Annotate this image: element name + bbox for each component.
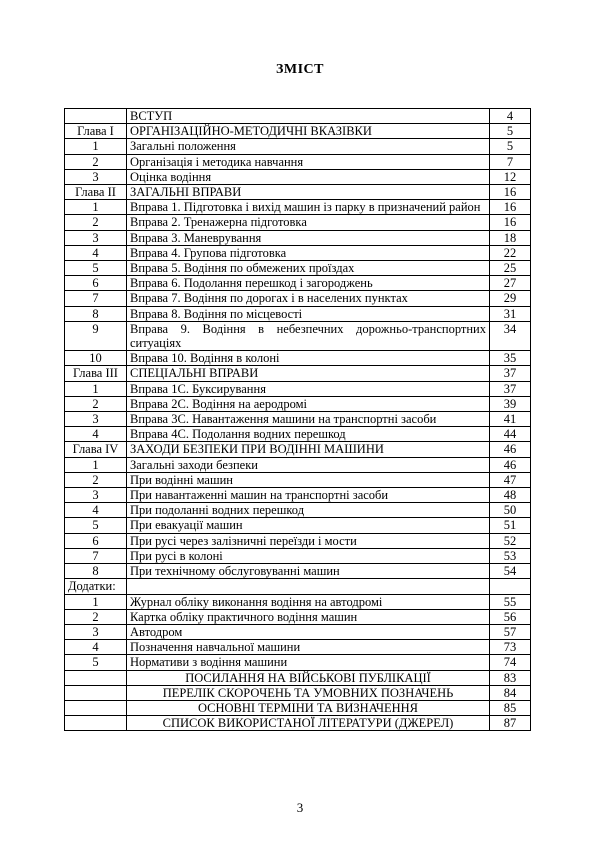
- toc-entry-title: Організація і методика навчання: [127, 154, 490, 169]
- toc-row: [65, 716, 531, 731]
- toc-entry-title: ОСНОВНІ ТЕРМІНИ ТА ВИЗНАЧЕННЯ: [127, 700, 490, 715]
- toc-page: 57: [490, 624, 531, 639]
- page-title: ЗМІСТ: [276, 62, 324, 77]
- toc-number: Додатки:: [65, 579, 127, 594]
- toc-page: 22: [490, 245, 531, 260]
- toc-page: 5: [490, 124, 531, 139]
- toc-number: 8: [65, 306, 127, 321]
- toc-entry-title: Вправа 8. Водіння по місцевості: [127, 306, 490, 321]
- toc-entry-title: Журнал обліку виконання водіння на автодромі: [127, 594, 490, 609]
- toc-page: [490, 579, 531, 594]
- toc-page: 52: [490, 533, 531, 548]
- toc-number: 6: [65, 533, 127, 548]
- toc-entry-title: Вправа 6. Подолання перешкод і загороджень: [127, 276, 490, 291]
- toc-row: [65, 533, 531, 548]
- toc-entry-title: Вправа 2. Тренажерна підготовка: [127, 215, 490, 230]
- toc-row: [65, 351, 531, 366]
- toc-page: 37: [490, 366, 531, 381]
- toc-number: [65, 716, 127, 731]
- toc-row: [65, 472, 531, 487]
- toc-number: 7: [65, 548, 127, 563]
- toc-row: [65, 609, 531, 624]
- toc-row: [65, 245, 531, 260]
- toc-row: [65, 366, 531, 381]
- toc-entry-title: Вправа 5. Водіння по обмежених проїздах: [127, 261, 490, 276]
- toc-page: 34: [490, 321, 531, 350]
- toc-row: [65, 700, 531, 715]
- toc-number: 5: [65, 261, 127, 276]
- toc-entry-title: Вправа 3. Маневрування: [127, 230, 490, 245]
- toc-entry-title: Картка обліку практичного водіння машин: [127, 609, 490, 624]
- toc-number: 1: [65, 594, 127, 609]
- toc-number: 4: [65, 245, 127, 260]
- toc-page: 84: [490, 685, 531, 700]
- toc-page: 7: [490, 154, 531, 169]
- toc-page: 12: [490, 169, 531, 184]
- toc-number: 2: [65, 215, 127, 230]
- toc-entry-title: ПЕРЕЛІК СКОРОЧЕНЬ ТА УМОВНИХ ПОЗНАЧЕНЬ: [127, 685, 490, 700]
- toc-page: 16: [490, 185, 531, 200]
- toc-entry-title: При русі в колоні: [127, 548, 490, 563]
- toc-entry-title: Вправа 4С. Подолання водних перешкод: [127, 427, 490, 442]
- toc-page: 25: [490, 261, 531, 276]
- toc-number: [65, 670, 127, 685]
- toc-row: [65, 291, 531, 306]
- toc-page: 16: [490, 215, 531, 230]
- toc-number: 6: [65, 276, 127, 291]
- toc-entry-title: СПИСОК ВИКОРИСТАНОЇ ЛІТЕРАТУРИ (ДЖЕРЕЛ): [127, 716, 490, 731]
- toc-page: 5: [490, 139, 531, 154]
- toc-row: [65, 261, 531, 276]
- toc-entry-title: Загальні заходи безпеки: [127, 457, 490, 472]
- toc-number: 3: [65, 624, 127, 639]
- toc-number: 3: [65, 412, 127, 427]
- toc-number: Глава III: [65, 366, 127, 381]
- toc-row: [65, 230, 531, 245]
- toc-number: 8: [65, 564, 127, 579]
- toc-row: [65, 685, 531, 700]
- toc-entry-title: При навантаженні машин на транспортні засоби: [127, 488, 490, 503]
- toc-number: 4: [65, 503, 127, 518]
- toc-entry-title: СПЕЦІАЛЬНІ ВПРАВИ: [127, 366, 490, 381]
- toc-number: 2: [65, 609, 127, 624]
- toc-page: 54: [490, 564, 531, 579]
- toc-number: 1: [65, 457, 127, 472]
- toc-number: 1: [65, 139, 127, 154]
- toc-number: Глава I: [65, 124, 127, 139]
- toc-row: [65, 518, 531, 533]
- toc-row: [65, 624, 531, 639]
- toc-entry-title: Автодром: [127, 624, 490, 639]
- toc-number: [65, 685, 127, 700]
- toc-entry-title: При русі через залізничні переїзди і мости: [127, 533, 490, 548]
- toc-number: 4: [65, 427, 127, 442]
- toc-number: 3: [65, 169, 127, 184]
- toc-entry-title: При технічному обслуговуванні машин: [127, 564, 490, 579]
- toc-row: [65, 124, 531, 139]
- toc-page: 41: [490, 412, 531, 427]
- toc-entry-title: Нормативи з водіння машини: [127, 655, 490, 670]
- toc-entry-title: Вправа 2С. Водіння на аеродромі: [127, 396, 490, 411]
- toc-page: 35: [490, 351, 531, 366]
- toc-number: 4: [65, 640, 127, 655]
- toc-row: [65, 306, 531, 321]
- toc-row: [65, 200, 531, 215]
- toc-page: 44: [490, 427, 531, 442]
- toc-page: 53: [490, 548, 531, 563]
- toc-number: 1: [65, 381, 127, 396]
- toc-row: [65, 139, 531, 154]
- toc-row: [65, 670, 531, 685]
- toc-number: 5: [65, 655, 127, 670]
- toc-entry-title: Вправа 1. Підготовка і вихід машин із парку в призначений район: [127, 200, 490, 215]
- toc-number: 2: [65, 396, 127, 411]
- toc-entry-title: ЗАГАЛЬНІ ВПРАВИ: [127, 185, 490, 200]
- toc-entry-title: При евакуації машин: [127, 518, 490, 533]
- toc-number: 9: [65, 321, 127, 350]
- toc-page: 46: [490, 457, 531, 472]
- toc-page: 4: [490, 109, 531, 124]
- toc-entry-title: Вправа 4. Групова підготовка: [127, 245, 490, 260]
- toc-row: [65, 412, 531, 427]
- toc-entry-title: Загальні положення: [127, 139, 490, 154]
- toc-row: [65, 427, 531, 442]
- toc-row: [65, 169, 531, 184]
- toc-row: [65, 655, 531, 670]
- toc-page: 48: [490, 488, 531, 503]
- toc-row: [65, 579, 531, 594]
- toc-entry-title: ЗАХОДИ БЕЗПЕКИ ПРИ ВОДІННІ МАШИНИ: [127, 442, 490, 457]
- toc-page: 16: [490, 200, 531, 215]
- toc-number: 7: [65, 291, 127, 306]
- toc-page: 73: [490, 640, 531, 655]
- toc-row: [65, 548, 531, 563]
- toc-entry-title: ОРГАНІЗАЦІЙНО-МЕТОДИЧНІ ВКАЗІВКИ: [127, 124, 490, 139]
- toc-row: [65, 109, 531, 124]
- toc-row: [65, 442, 531, 457]
- toc-page: 29: [490, 291, 531, 306]
- toc-row: [65, 457, 531, 472]
- toc-page: 85: [490, 700, 531, 715]
- toc-page: 18: [490, 230, 531, 245]
- toc-page: 55: [490, 594, 531, 609]
- toc-entry-title: Позначення навчальної машини: [127, 640, 490, 655]
- toc-entry-title: При водінні машин: [127, 472, 490, 487]
- toc-page: 51: [490, 518, 531, 533]
- toc-page: 39: [490, 396, 531, 411]
- toc-entry-title: Вправа 10. Водіння в колоні: [127, 351, 490, 366]
- toc-number: 3: [65, 488, 127, 503]
- toc-entry-title: Вправа 3С. Навантаження машини на транспортні засоби: [127, 412, 490, 427]
- toc-row: [65, 488, 531, 503]
- toc-number: Глава IV: [65, 442, 127, 457]
- toc-table: [64, 108, 531, 731]
- toc-page: 31: [490, 306, 531, 321]
- toc-page: 50: [490, 503, 531, 518]
- toc-entry-title: ВСТУП: [127, 109, 490, 124]
- toc-body: [65, 109, 531, 731]
- toc-row: [65, 215, 531, 230]
- toc-row: [65, 396, 531, 411]
- toc-row: [65, 185, 531, 200]
- toc-entry-title: [127, 579, 490, 594]
- toc-row: [65, 564, 531, 579]
- toc-number: 3: [65, 230, 127, 245]
- toc-page: 27: [490, 276, 531, 291]
- toc-row: [65, 276, 531, 291]
- toc-number: 1: [65, 200, 127, 215]
- toc-row: [65, 381, 531, 396]
- toc-entry-title: При подоланні водних перешкод: [127, 503, 490, 518]
- toc-page: 46: [490, 442, 531, 457]
- toc-entry-title: ПОСИЛАННЯ НА ВІЙСЬКОВІ ПУБЛІКАЦІЇ: [127, 670, 490, 685]
- toc-entry-title: Оцінка водіння: [127, 169, 490, 184]
- toc-page: 87: [490, 716, 531, 731]
- toc-page: 83: [490, 670, 531, 685]
- toc-number: 10: [65, 351, 127, 366]
- toc-page: 47: [490, 472, 531, 487]
- toc-entry-title: Вправа 1С. Буксирування: [127, 381, 490, 396]
- toc-number: 2: [65, 154, 127, 169]
- toc-row: [65, 321, 531, 350]
- page-number: 3: [296, 800, 304, 815]
- toc-row: [65, 503, 531, 518]
- toc-entry-title: Вправа 9. Водіння в небезпечних дорожньо-транспортних ситуаціях: [127, 321, 490, 350]
- toc-page: 56: [490, 609, 531, 624]
- toc-row: [65, 594, 531, 609]
- toc-number: [65, 700, 127, 715]
- toc-page: 74: [490, 655, 531, 670]
- toc-number: 2: [65, 472, 127, 487]
- toc-number: Глава II: [65, 185, 127, 200]
- toc-entry-title: Вправа 7. Водіння по дорогах і в населених пунктах: [127, 291, 490, 306]
- toc-row: [65, 154, 531, 169]
- toc-number: 5: [65, 518, 127, 533]
- toc-page: 37: [490, 381, 531, 396]
- toc-row: [65, 640, 531, 655]
- toc-number: [65, 109, 127, 124]
